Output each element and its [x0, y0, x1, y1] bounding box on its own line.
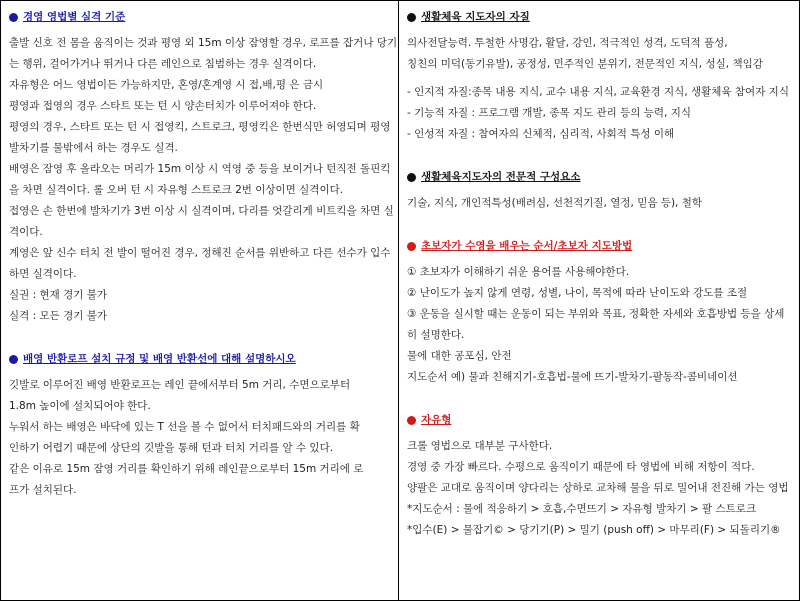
section-heading: 초보자가 수영을 배우는 순서/초보자 지도방법	[407, 238, 791, 255]
text-line: 지도순서 예) 물과 친해지기-호흡법-물에 뜨기-발차기-팔동작-콤비네이션	[407, 371, 738, 383]
text-line: 평영과 접영의 경우 스타트 또는 턴 시 양손터치가 이루어져야 한다.	[9, 100, 317, 112]
text-line: 평영의 경우, 스타트 또는 턴 시 접영킥, 스트로크, 평영킥은 한번식만 허영되며 평영	[9, 121, 391, 133]
section-professional-components	[407, 169, 791, 214]
list-item: - 인성적 자질 : 참여자의 신체적, 심리적, 사회적 특성 이해	[407, 128, 675, 140]
text-line: 의사전달능력. 투철한 사명감, 활달, 강인, 적극적인 성격, 도덕적 품성,	[407, 37, 728, 49]
section-beginner-teaching	[407, 238, 791, 388]
list-item: - 인지적 자질:종목 내용 지식, 교수 내용 지식, 교육환경 지식, 생활체육 참여자 지식	[407, 86, 789, 98]
text-line: 는 행위, 걸어가거나 뛰거나 다른 레인으로 침범하는 경우 실격이다.	[9, 58, 317, 70]
text-line: 양팔은 교대로 움직이며 양다리는 상하로 교차해 물을 뒤로 밀어내 전진해 가는 영법	[407, 482, 789, 494]
text-line: 같은 이유로 15m 잠영 거리를 확인하기 위해 레인끝으로부터 15m 거리에 로	[9, 463, 364, 475]
bullet-icon	[9, 13, 18, 22]
text-line: 접영은 손 한번에 발차기가 3번 이상 시 실격이며, 다리를 엇갈리게 비트킥을 차면 실	[9, 205, 394, 217]
text-line: 격이다.	[9, 226, 43, 238]
list-item: - 기능적 자질 : 프로그램 개발, 종목 지도 관리 등의 능력, 지식	[407, 107, 692, 119]
text-line: ③ 운동을 실시할 때는 운동이 되는 부위와 목표, 정확한 자세와 호흡방법 등을 상세	[407, 308, 785, 320]
section-stroke-disqualification	[9, 9, 398, 327]
text-line: *입수(E) > 물잡기© > 당기기(P) > 밀기 (push off) > 마무리(F) > 되돌리기®	[407, 524, 781, 536]
text-line: 출발 신호 전 몸을 움직이는 것과 평영 외 15m 이상 잠영할 경우, 로프를 잡거나 당기	[9, 37, 398, 49]
text-line: *지도순서 : 물에 적응하기 > 호흡,수면뜨기 > 자유형 발차기 > 팔 스트로크	[407, 503, 757, 515]
text-line: 하면 실격이다.	[9, 268, 77, 280]
bullet-icon	[407, 416, 416, 425]
section-heading: 자유형	[407, 412, 791, 429]
text-line: 배영은 잠영 후 올라오는 머리가 15m 이상 시 역영 중 등을 보이거나 턴직전 돌핀킥	[9, 163, 391, 175]
text-line: 실격 : 모든 경기 불가	[9, 310, 108, 322]
section-heading: 생활체육지도자의 전문적 구성요소	[407, 169, 791, 186]
text-line: 실권 : 현재 경기 불가	[9, 289, 108, 301]
text-line: 히 설명한다.	[407, 329, 465, 341]
text-line: 누워서 하는 배영은 바닥에 있는 T 선을 볼 수 없어서 터치패드와의 거리를 확	[9, 421, 360, 433]
text-line: 기술, 지식, 개인적특성(배려심, 선천적기질, 열정, 믿음 등), 철학	[407, 197, 703, 209]
section-backstroke-flags	[9, 351, 390, 501]
section-heading: 경영 영법별 실격 기준	[9, 9, 390, 26]
bullet-icon	[9, 355, 18, 364]
section-heading: 배영 반환로프 설치 규정 및 배영 반환선에 대해 설명하시오	[9, 351, 390, 368]
bullet-icon	[407, 173, 416, 182]
right-column	[399, 1, 799, 600]
text-line: 칭친의 미덕(동기유발), 공정성, 민주적인 분위기, 전문적인 지식, 성실, 책임감	[407, 58, 763, 70]
text-line: ② 난이도가 높지 않게 연령, 성별, 나이, 목적에 따라 난이도와 강도를 조절	[407, 287, 748, 299]
bullet-icon	[407, 13, 416, 22]
text-line: 깃발로 이루어진 배영 반환로프는 레인 끝에서부터 5m 거리, 수면으로부터	[9, 379, 351, 391]
text-line: 을 차면 실격이다. 롤 오버 턴 시 자유형 스트로크 2번 이상이면 실격이다.	[9, 184, 344, 196]
text-line: ① 초보자가 이해하기 쉬운 용어를 사용해야한다.	[407, 266, 630, 278]
text-line: 프가 설치된다.	[9, 484, 77, 496]
text-line: 계영은 앞 신수 터치 전 발이 떨어진 경우, 정해진 순서를 위반하고 다른 선수가 입수	[9, 247, 391, 259]
text-line: 인하기 어렵기 때문에 상단의 깃발을 통해 턴과 터치 거리를 알 수 있다.	[9, 442, 334, 454]
section-freestyle	[407, 412, 791, 541]
left-column	[1, 1, 399, 600]
text-line: 크롤 영법으로 대부분 구사한다.	[407, 440, 553, 452]
section-heading: 생활체육 지도자의 자질	[407, 9, 791, 26]
text-line: 경영 중 가장 빠르다. 수평으로 움직이기 때문에 타 영법에 비해 저항이 적다.	[407, 461, 755, 473]
section-instructor-qualities	[407, 9, 791, 145]
text-line: 물에 대한 공포심, 안전	[407, 350, 512, 362]
bullet-icon	[407, 242, 416, 251]
text-line: 발차기를 물밖에서 하는 경우도 실격.	[9, 142, 178, 154]
text-line: 1.8m 높이에 설치되어야 한다.	[9, 400, 151, 412]
text-line: 자유형은 어느 영법이든 가능하지만, 혼영/혼계영 시 접,배,평 은 금시	[9, 79, 324, 91]
